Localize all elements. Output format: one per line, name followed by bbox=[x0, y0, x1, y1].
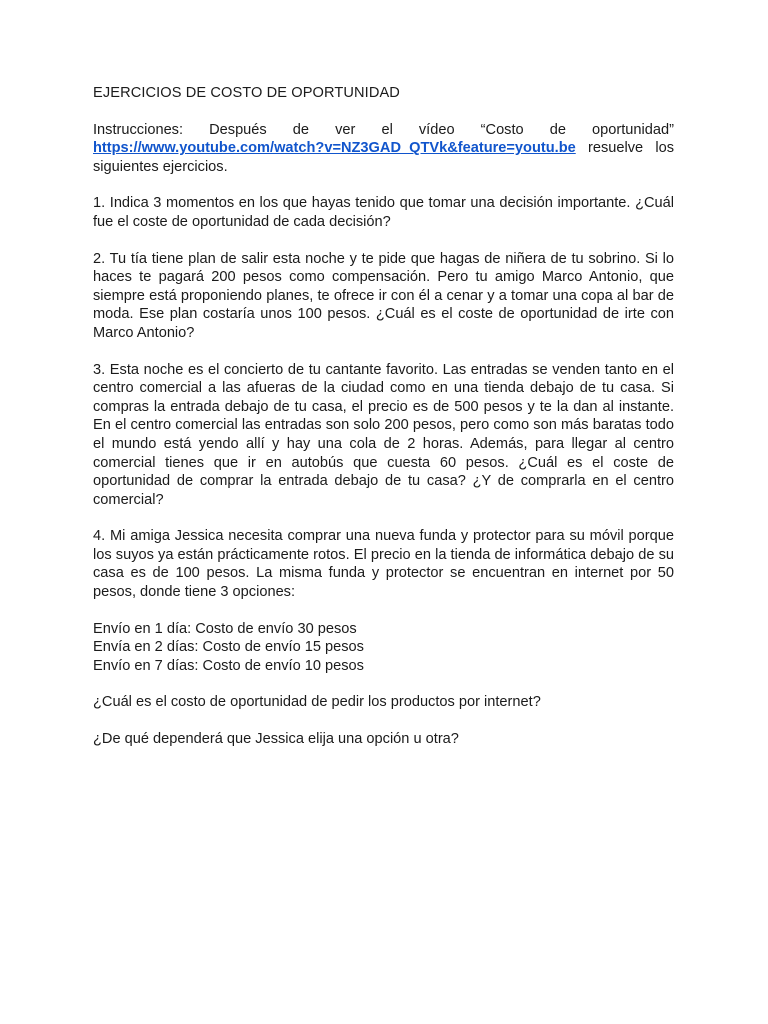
question-choice: ¿De qué dependerá que Jessica elija una opción u otra? bbox=[93, 731, 459, 748]
shipping-option: Envía en 2 días: Costo de envío 15 pesos bbox=[93, 639, 364, 656]
exercise-4: 4. Mi amiga Jessica necesita comprar una nueva funda y protector para su móvil porque los suyos ya están prácticamente rotos. El precio en la tienda de informática debajo de su casa es de 100 pesos. La misma funda y protector se encuentran en internet por 50 pesos, donde tiene 3 opciones: bbox=[93, 528, 674, 601]
shipping-option: Envío en 1 día: Costo de envío 30 pesos bbox=[93, 620, 357, 637]
shipping-options-list bbox=[93, 620, 674, 676]
video-link[interactable]: https://www.youtube.com/watch?v=NZ3GAD_QTVk&feature=youtu.be bbox=[93, 140, 576, 157]
exercise-2: 2. Tu tía tiene plan de salir esta noche y te pide que hagas de niñera de tu sobrino. Si lo haces te pagará 200 pesos como compensación. Pero tu amigo Marco Antonio, que siempre está proponiendo planes, te ofrece ir con él a cenar y a tomar una copa al bar de moda. Ese plan costaría unos 100 pesos. ¿Cuál es el coste de oportunidad de irte con Marco Antonio? bbox=[93, 250, 674, 341]
document-title: EJERCICIOS DE COSTO DE OPORTUNIDAD bbox=[93, 85, 400, 101]
instructions-suffix: resuelve los siguientes ejercicios. bbox=[93, 140, 674, 175]
question-internet: ¿Cuál es el costo de oportunidad de pedir los productos por internet? bbox=[93, 694, 541, 711]
instructions-paragraph bbox=[93, 121, 674, 177]
instructions-prefix: Instrucciones: Después de ver el vídeo “Costo de oportunidad” bbox=[93, 121, 674, 138]
exercise-1: 1. Indica 3 momentos en los que hayas tenido que tomar una decisión importante. ¿Cuál fue el coste de oportunidad de cada decisión? bbox=[93, 195, 674, 230]
shipping-option: Envío en 7 días: Costo de envío 10 pesos bbox=[93, 657, 364, 674]
exercise-3: 3. Esta noche es el concierto de tu cantante favorito. Las entradas se venden tanto en el centro comercial a las afueras de la ciudad como en una tienda debajo de tu casa. Si compras la entrada debajo de tu casa, el precio es de 500 pesos y te la dan al instante. En el centro comercial las entradas son solo 200 pesos, pero como son más baratas todo el mundo está yendo allí y hay una cola de 2 horas. Además, para llegar al centro comercial tienes que ir en autobús que cuesta 60 pesos. ¿Cuál es el coste de oportunidad de comprar la entrada debajo de tu casa? ¿Y de comprarla en el centro comercial? bbox=[93, 361, 674, 508]
